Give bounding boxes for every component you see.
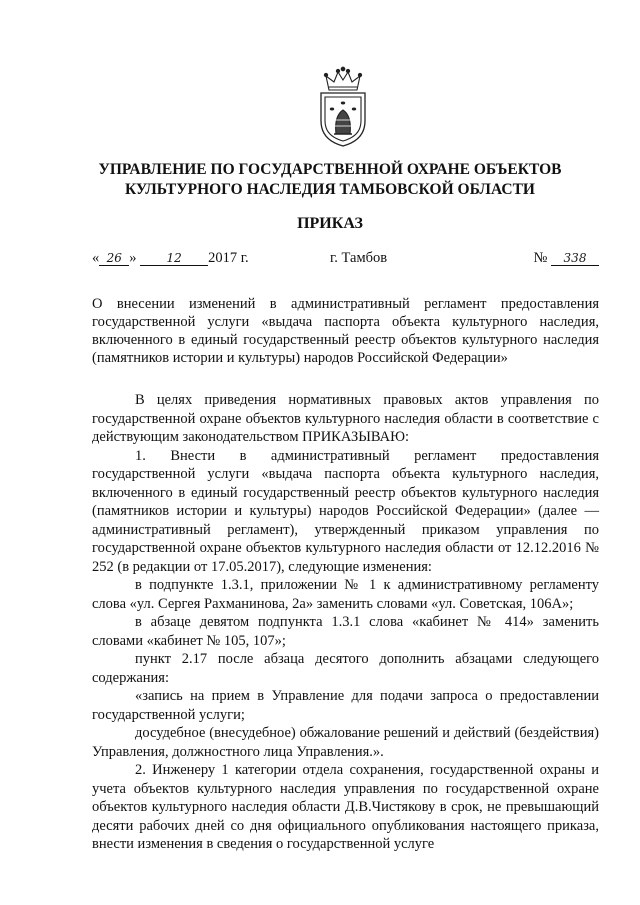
tambov-coat-of-arms-icon (312, 66, 374, 150)
order-date (92, 250, 249, 267)
body-paragraph-quote-1: «запись на прием в Управление для подачи запроса о предоставлении государственной услуги; (92, 688, 599, 723)
agency-name-line2: КУЛЬТУРНОГО НАСЛЕДИЯ ТАМБОВСКОЙ ОБЛАСТИ (125, 181, 535, 198)
date-close-quote: » (129, 250, 137, 266)
number-label: № (533, 250, 548, 266)
date-month-handwritten: 12 (140, 251, 208, 266)
order-body (92, 391, 599, 854)
body-paragraph-change-1: в подпункте 1.3.1, приложении № 1 к административному регламенту слова «ул. Сергея Рахманинова, 2а» заменить словами «ул. Советская, 106А»; (92, 577, 599, 612)
document-type-title: ПРИКАЗ (297, 215, 363, 232)
body-paragraph-item-1: 1. Внести в административный регламент предоставления государственной услуги «выдача паспорта объекта культурного наследия, включенного в единый государственный реестр объектов культурного наследия (памятников истории и культуры) народов Российской Федерации» (далее — административный регламент), утвержденный приказом управления по государственной охране объектов культурного наследия области от 12.12.2016 № 252 (в редакции от 17.05.2017), следующие изменения: (92, 447, 599, 575)
body-paragraph-change-2: в абзаце девятом подпункта 1.3.1 слова «кабинет № 414» заменить словами «кабинет № 105, 107»; (92, 614, 599, 649)
order-number (534, 250, 599, 267)
order-meta-row (92, 250, 599, 270)
body-paragraph-item-2: 2. Инженеру 1 категории отдела сохранения, государственной охраны и учета объектов культурного наследия управления по государственной охране объектов культурного наследия области Д.В.Чистякову в срок, не превышающий десяти рабочих дней со дня официального опубликования настоящего приказа, внести изменения в сведения о государственной услуге (92, 762, 599, 852)
date-open-quote: « (92, 250, 100, 266)
order-subject: О внесении изменений в административный регламент предоставления государственной услуги «выдача паспорта объекта культурного наследия, включенного в единый государственный реестр объектов культурного наследия (памятников истории и культуры) народов Российской Федерации» (92, 296, 599, 366)
order-city: г. Тамбов (330, 250, 388, 266)
body-paragraph-change-3: пункт 2.17 после абзаца десятого дополнить абзацами следующего содержания: (92, 651, 599, 686)
agency-name (60, 160, 600, 200)
body-paragraph-quote-2: досудебное (внесудебное) обжалование решений и действий (бездействия) Управления, должностного лица Управления.». (92, 725, 599, 760)
date-day-handwritten: 26 (99, 251, 129, 266)
body-paragraph-preamble: В целях приведения нормативных правовых актов управления по государственной охране объектов культурного наследия области в соответствие с действующим законодательством ПРИКАЗЫВАЮ: (92, 392, 599, 445)
date-year: 2017 г. (208, 250, 249, 266)
agency-name-line1: УПРАВЛЕНИЕ ПО ГОСУДАРСТВЕННОЙ ОХРАНЕ ОБЪЕКТОВ (98, 161, 562, 178)
order-number-handwritten: 338 (551, 251, 599, 266)
